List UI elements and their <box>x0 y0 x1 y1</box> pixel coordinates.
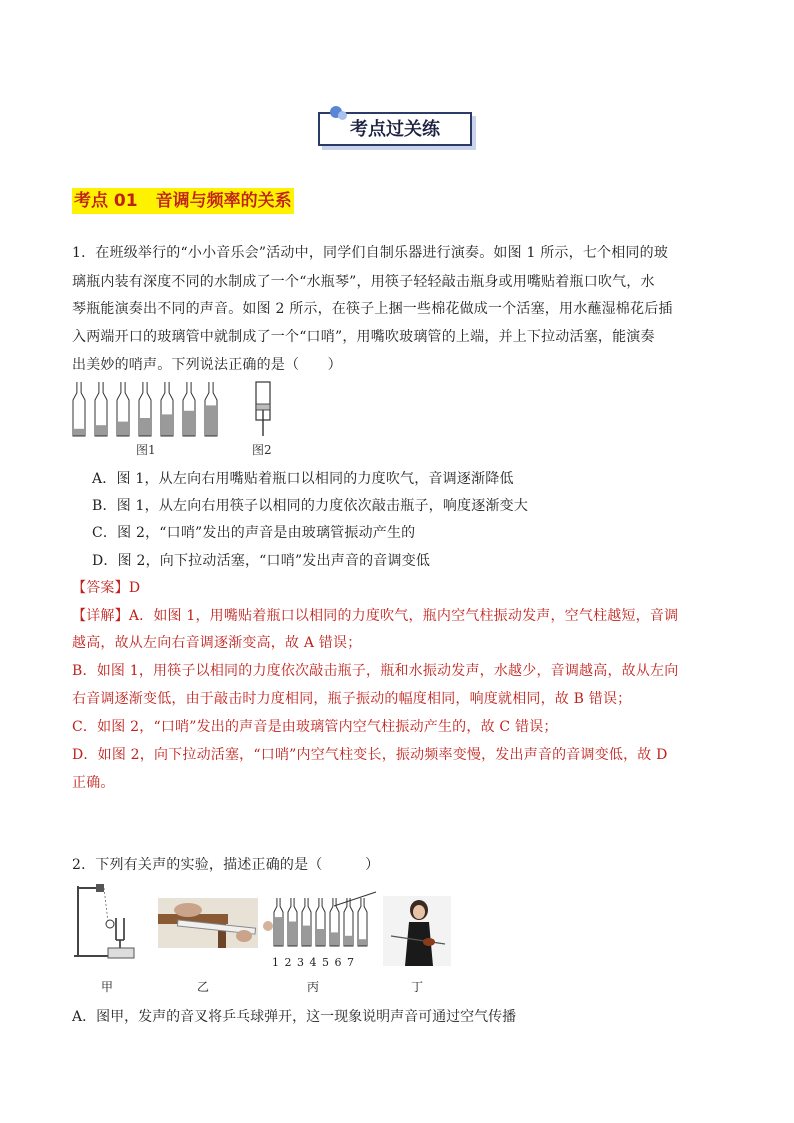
q1-detail-line: C．如图 2，“口哨”发出的声音是由玻璃管内空气柱振动产生的，故 C 错误； <box>72 719 558 735</box>
q1-answer <box>72 577 140 597</box>
bottle-water <box>359 939 366 946</box>
bottle-number: 1 <box>272 956 285 969</box>
bottle-water <box>289 922 296 946</box>
q1-stem-line: 1．在班级举行的“小小音乐会”活动中，同学们自制乐器进行演奏。如图 1 所示，七个相同的玻 <box>72 245 669 261</box>
q1-option-c: C．图 2，“口哨”发出的声音是由玻璃管振动产生的 <box>92 525 416 541</box>
fig-label-jia: 甲 <box>101 980 114 994</box>
figure-yi-ruler-table <box>158 898 258 948</box>
figure-bing-bottles <box>262 888 382 948</box>
bottle-water <box>317 929 324 946</box>
bottle-water <box>96 425 106 436</box>
detail-label: 【详解】 <box>72 608 129 624</box>
q1-option-d: D．图 2，向下拉动活塞，“口哨”发出声音的音调变低 <box>92 553 431 569</box>
bottle-water <box>74 429 84 436</box>
bottle <box>316 898 325 946</box>
figure-jia-tuning-fork <box>70 882 150 964</box>
bottle <box>139 382 151 436</box>
bottle <box>95 382 107 436</box>
figure-2-caption: 图2 <box>252 443 272 457</box>
bottle-water <box>206 405 216 436</box>
q1-option-b: B．图 1，从左向右用筷子以相同的力度依次敲击瓶子，响度逐渐变大 <box>92 498 529 514</box>
bottle <box>358 898 367 946</box>
bottle <box>205 382 217 436</box>
bottle-number: 2 <box>284 956 297 969</box>
figure-1-caption: 图1 <box>136 443 156 457</box>
section-banner <box>318 108 474 144</box>
q1-detail-line: 越高，故从左向右音调逐渐变高，故 A 错误； <box>72 635 362 651</box>
q1-detail-line: 右音调逐渐变低，由于敲击时力度相同，瓶子振动的幅度相同，响度就相同，故 B 错误； <box>72 691 632 707</box>
section-title: 音调与频率的关系 <box>155 191 292 211</box>
bottle <box>183 382 195 436</box>
bottle <box>73 382 85 436</box>
bottle-water <box>140 418 150 436</box>
q1-detail-line <box>72 605 678 625</box>
bottle-water <box>118 422 128 436</box>
q1-stem-line: 入两端开口的玻璃管中就制成了一个“口哨”，用嘴吹玻璃管的上端，并上下拉动活塞，能演奏 <box>72 329 655 345</box>
q1-stem-line: 出美妙的哨声。下列说法正确的是（ ） <box>72 357 342 373</box>
bottle <box>302 898 311 946</box>
q2-stem: 2．下列有关声的实验，描述正确的是（ ） <box>72 857 380 873</box>
q1-option-a: A．图 1，从左向右用嘴贴着瓶口以相同的力度吹气，音调逐渐降低 <box>92 471 514 487</box>
bottle-outline <box>73 382 85 436</box>
q1-detail-line: 正确。 <box>72 775 115 791</box>
fig-label-yi: 乙 <box>197 980 210 994</box>
bottle <box>117 382 129 436</box>
bottle-water <box>345 936 352 946</box>
fig-label-ding: 丁 <box>411 980 424 994</box>
answer-label: 【答案】 <box>72 580 129 596</box>
bottle-water <box>184 411 194 436</box>
figure-ding-violinist <box>383 896 451 966</box>
bottle-number: 3 <box>297 956 310 969</box>
bottle-outline <box>358 898 367 946</box>
fig-label-bing: 丙 <box>307 980 320 994</box>
bottle <box>288 898 297 946</box>
figure-2-whistle <box>250 378 280 440</box>
figure-1-water-bottles <box>70 378 235 440</box>
bottle <box>344 898 353 946</box>
bottle-number: 7 <box>347 956 360 969</box>
bottle-water <box>303 926 310 946</box>
q1-stem-line: 琴瓶能演奏出不同的声音。如图 2 所示，在筷子上捆一些棉花做成一个活塞，用水蘸湿棉花后插 <box>72 301 673 317</box>
q1-detail-line: B．如图 1，用筷子以相同的力度依次敲击瓶子，瓶和水振动发声，水越少，音调越高，故从左向 <box>72 663 679 679</box>
q1-stem-line: 璃瓶内装有深度不同的水制成了一个“水瓶琴”，用筷子轻轻敲击瓶身或用嘴贴着瓶口吹气，水 <box>72 274 655 290</box>
bottle-number: 4 <box>309 956 322 969</box>
detail-text: A．如图 1，用嘴贴着瓶口以相同的力度吹气，瓶内空气柱振动发声，空气柱越短，音调 <box>128 608 679 624</box>
bottle-number: 5 <box>322 956 335 969</box>
bottle-water <box>162 414 172 436</box>
bottle-water <box>275 917 282 946</box>
banner-title: 考点过关练 <box>350 119 440 140</box>
q2-option-a: A．图甲，发声的音叉将乒乓球弹开，这一现象说明声音可通过空气传播 <box>72 1009 517 1025</box>
bottle <box>161 382 173 436</box>
bottle-water <box>331 932 338 946</box>
section-tag: 考点 01 <box>74 191 138 211</box>
bottle-number: 6 <box>334 956 347 969</box>
answer-value: D <box>128 580 141 596</box>
section-header <box>72 188 294 214</box>
bottle-number-row <box>272 956 360 969</box>
q1-detail-line: D．如图 2，向下拉动活塞，“口哨”内空气柱变长，振动频率变慢，发出声音的音调变低，故 D <box>72 747 668 763</box>
bottle <box>274 898 283 946</box>
